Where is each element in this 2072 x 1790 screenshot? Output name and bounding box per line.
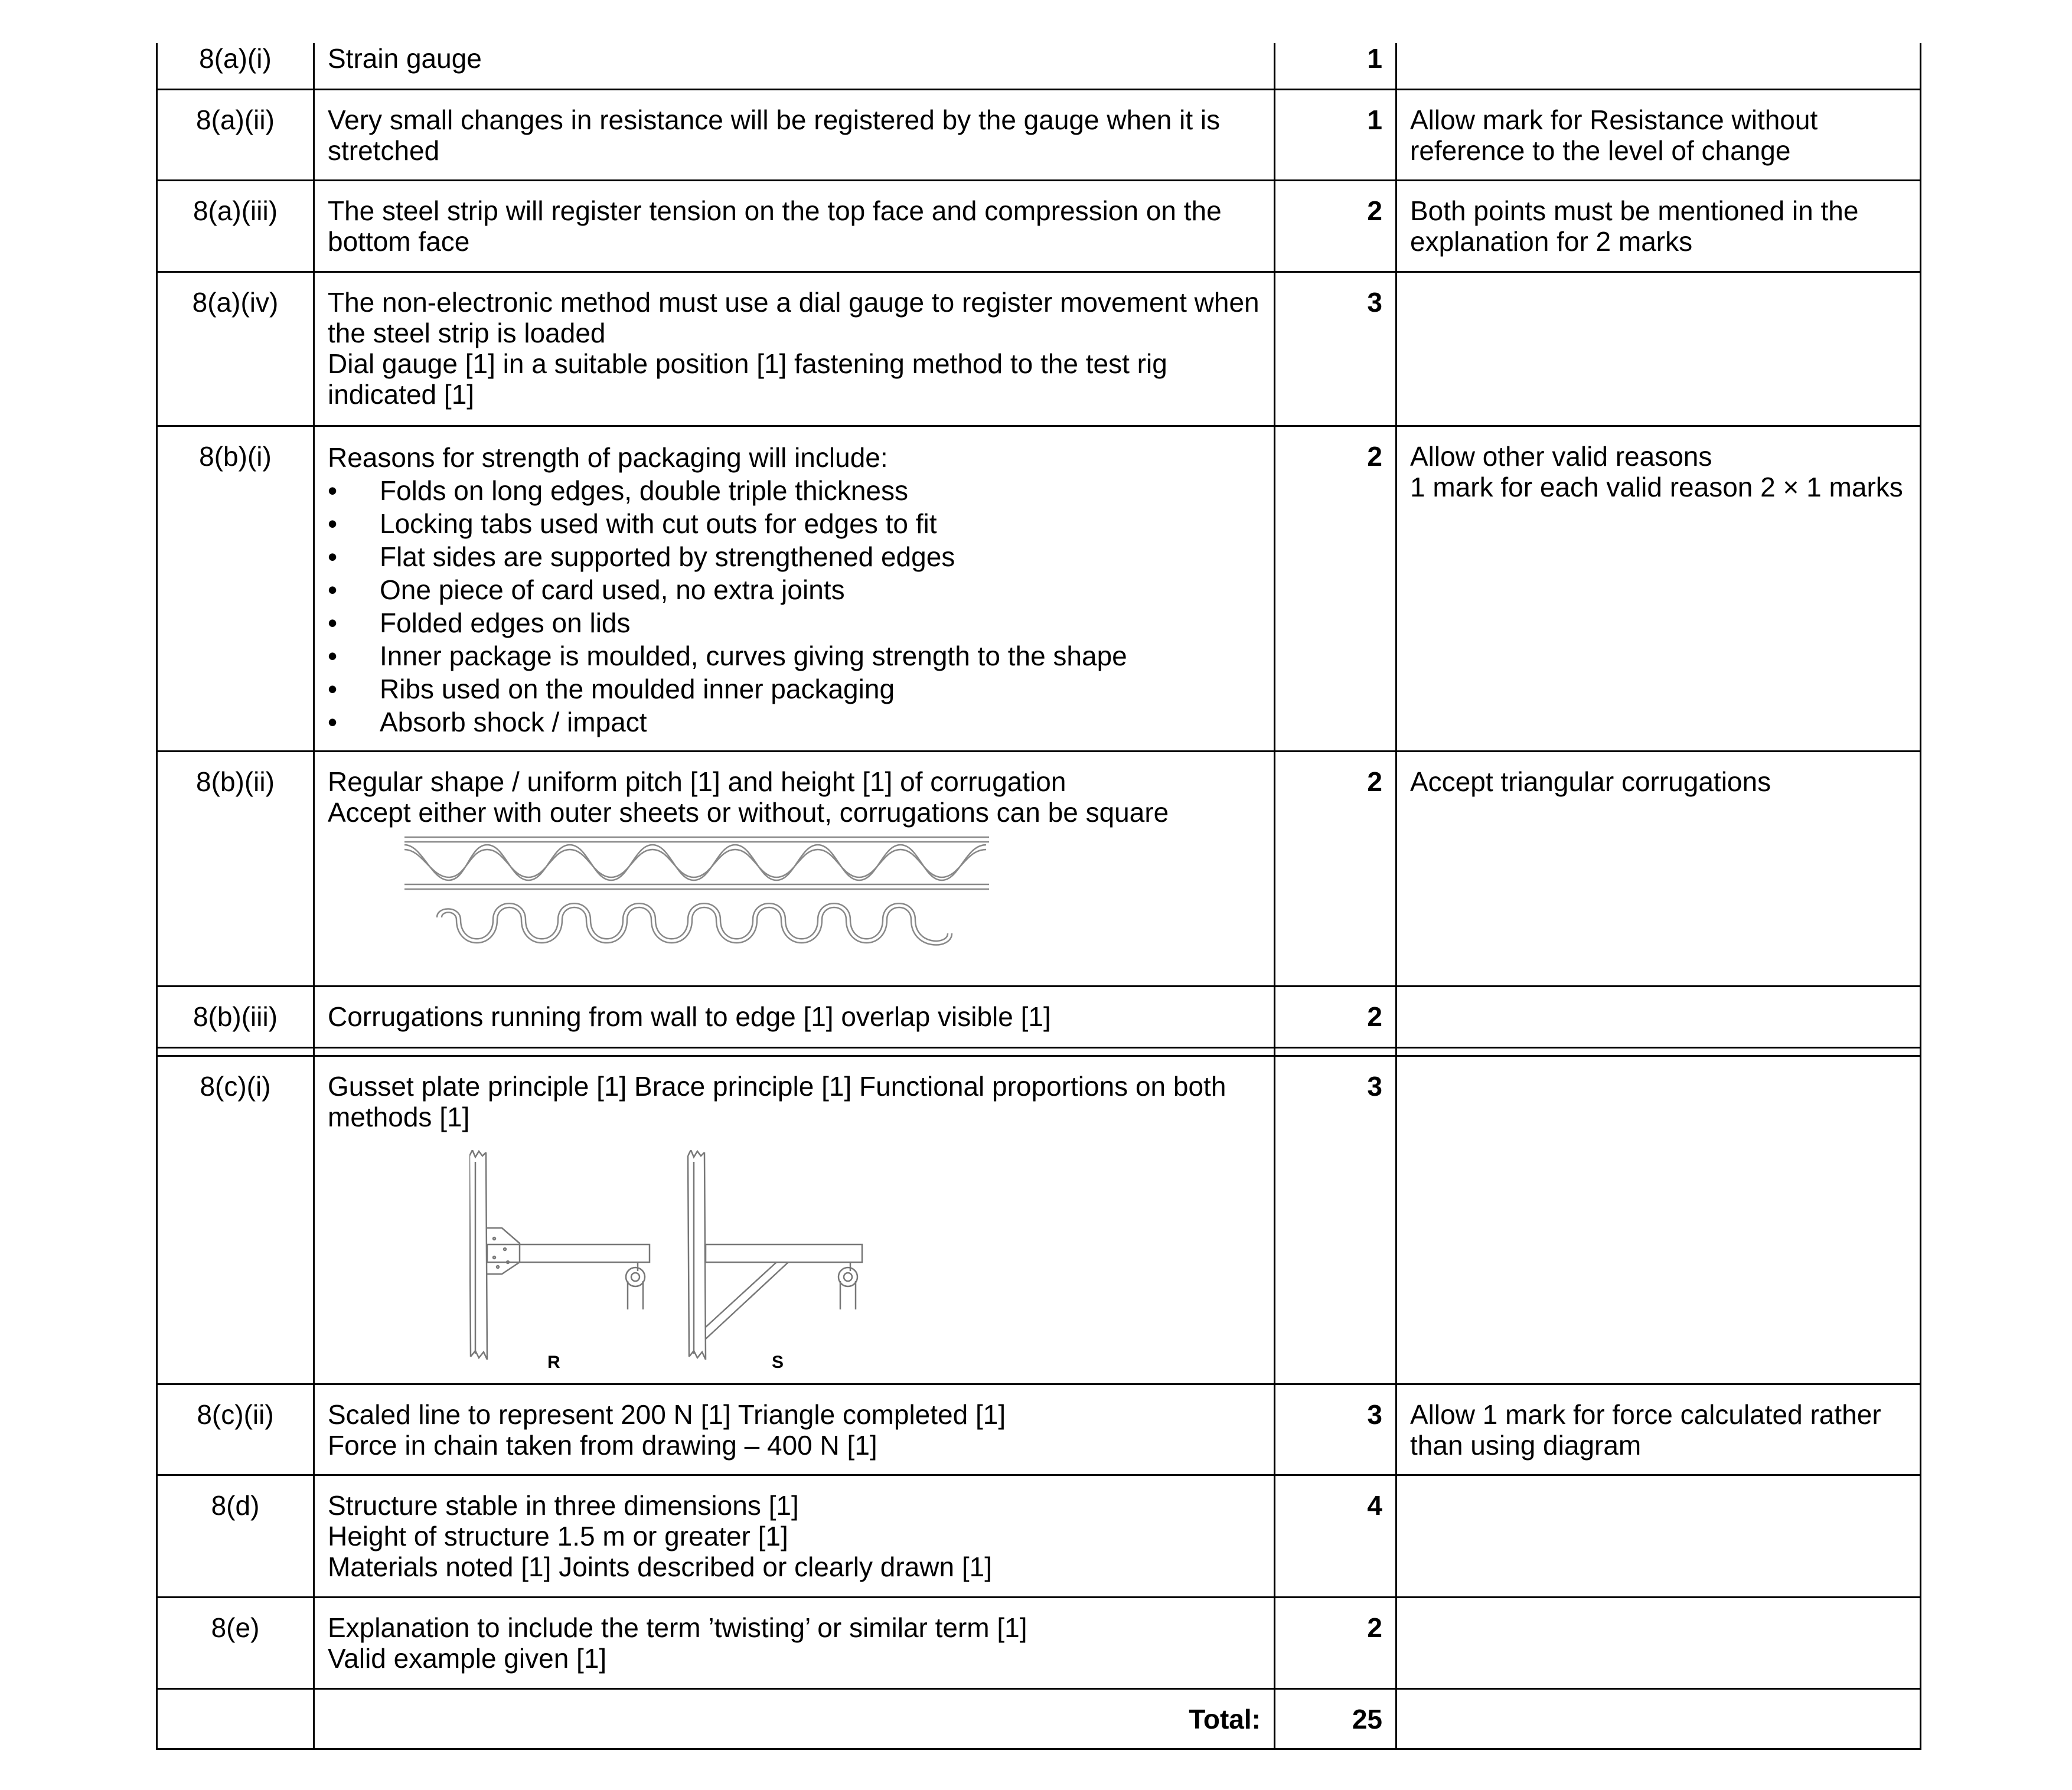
answer-text: Regular shape / uniform pitch [1] and height [1] of corrugation: [328, 766, 1066, 797]
question-number: 8(b)(iii): [157, 986, 314, 1047]
question-number: 8(c)(i): [157, 1056, 314, 1384]
marks-cell: 4: [1275, 1475, 1396, 1597]
total-label: Total:: [314, 1688, 1275, 1749]
answer-text: Height of structure 1.5 m or greater [1]: [328, 1520, 788, 1551]
answer-text: Materials noted [1] Joints described or clearly drawn [1]: [328, 1551, 992, 1582]
answer-text: The steel strip will register tension on the top face and compression on the bottom face: [328, 195, 1222, 257]
answer-cell: [314, 43, 1275, 89]
marks-cell: 3: [1275, 1384, 1396, 1475]
table-row: [157, 272, 1921, 426]
guidance-text: Both points must be mentioned in the explanation for 2 marks: [1410, 195, 1859, 257]
question-number: 8(b)(ii): [157, 751, 314, 986]
table-row: [157, 1597, 1921, 1688]
question-number: 8(b)(i): [157, 426, 314, 751]
table-row: [157, 43, 1921, 89]
question-number: 8(a)(i): [157, 43, 314, 89]
answer-text: Valid example given [1]: [328, 1642, 607, 1674]
answer-cell: [314, 180, 1275, 272]
guidance-text: Accept triangular corrugations: [1410, 766, 1771, 797]
guidance-cell: [1396, 1475, 1921, 1597]
answer-cell: [314, 1597, 1275, 1688]
diagram-label-s: S: [772, 1352, 784, 1372]
answer-cell: [314, 1384, 1275, 1475]
bracket-diagram: [469, 1150, 942, 1380]
question-number: 8(d): [157, 1475, 314, 1597]
answer-text: Corrugations running from wall to edge [1] overlap visible [1]: [328, 1001, 1051, 1032]
answer-text: Structure stable in three dimensions [1]: [328, 1490, 799, 1521]
table-row: [157, 1384, 1921, 1475]
marks-cell: 3: [1275, 272, 1396, 426]
answer-text: Gusset plate principle [1] Brace principle [1] Functional proportions on both methods [1]: [328, 1070, 1226, 1132]
guidance-text: Allow mark for Resistance without reference to the level of change: [1410, 104, 1818, 166]
list-item: • Locking tabs used with cut outs for edges to fit: [328, 507, 1261, 540]
answer-text: Very small changes in resistance will be registered by the gauge when it is stretched: [328, 104, 1221, 166]
table-row: [157, 426, 1921, 751]
guidance-text: Allow other valid reasons: [1410, 440, 1712, 472]
answer-text: The non-electronic method must use a dial gauge to register movement when the steel strip is loaded: [328, 286, 1259, 348]
answer-cell: [314, 1056, 1275, 1384]
marks-cell: 2: [1275, 180, 1396, 272]
marks-cell: 2: [1275, 1597, 1396, 1688]
guidance-text: 1 mark for each valid reason 2 × 1 marks: [1410, 471, 1903, 502]
list-item: • Inner package is moulded, curves giving strength to the shape: [328, 639, 1261, 672]
list-item: • One piece of card used, no extra joints: [328, 573, 1261, 606]
section-separator: [157, 1047, 1921, 1056]
corrugation-diagram: [404, 830, 1054, 966]
marks-cell: 3: [1275, 1056, 1396, 1384]
table-row: [157, 1475, 1921, 1597]
guidance-cell: [1396, 89, 1921, 180]
list-item: • Absorb shock / impact: [328, 705, 1261, 739]
question-number: 8(a)(iv): [157, 272, 314, 426]
marks-cell: 2: [1275, 986, 1396, 1047]
guidance-text: Allow 1 mark for force calculated rather than using diagram: [1410, 1399, 1881, 1461]
table-row: [157, 180, 1921, 272]
answer-text: Explanation to include the term ’twisting’ or similar term [1]: [328, 1612, 1027, 1643]
table-row: [157, 89, 1921, 180]
answer-text: Accept either with outer sheets or without, corrugations can be square: [328, 796, 1169, 828]
answer-intro: Reasons for strength of packaging will include:: [328, 442, 888, 473]
guidance-cell: [1396, 43, 1921, 89]
answer-cell: [314, 751, 1275, 986]
answer-cell: [314, 89, 1275, 180]
table-row: [157, 751, 1921, 986]
guidance-cell: [1396, 751, 1921, 986]
marks-cell: 1: [1275, 43, 1396, 89]
answer-cell: [314, 986, 1275, 1047]
total-row: [157, 1688, 1921, 1749]
guidance-cell: [1396, 180, 1921, 272]
answer-cell: [314, 272, 1275, 426]
marks-cell: 1: [1275, 89, 1396, 180]
list-item: • Flat sides are supported by strengthened edges: [328, 540, 1261, 573]
answer-text: Dial gauge [1] in a suitable position [1] fastening method to the test rig indicated [1]: [328, 348, 1167, 410]
guidance-cell: [1396, 272, 1921, 426]
diagram-label-r: R: [547, 1352, 560, 1372]
guidance-cell: [1396, 1056, 1921, 1384]
guidance-cell: [1396, 1384, 1921, 1475]
answer-cell: [314, 1475, 1275, 1597]
bracket-diagram-drawing: [469, 1150, 942, 1380]
answer-text: Strain gauge: [328, 43, 482, 74]
guidance-cell: [1396, 986, 1921, 1047]
table-row: [157, 986, 1921, 1047]
reasons-list: [328, 474, 1261, 739]
answer-text: Force in chain taken from drawing – 400 N [1]: [328, 1429, 877, 1461]
answer-cell: [314, 426, 1275, 751]
answer-text: Scaled line to represent 200 N [1] Triangle completed [1]: [328, 1399, 1006, 1430]
marks-cell: 2: [1275, 426, 1396, 751]
marks-cell: 2: [1275, 751, 1396, 986]
list-item: • Folded edges on lids: [328, 606, 1261, 639]
question-number: 8(c)(ii): [157, 1384, 314, 1475]
table-row: [157, 1056, 1921, 1384]
guidance-cell: [1396, 426, 1921, 751]
question-number: 8(a)(ii): [157, 89, 314, 180]
total-marks: 25: [1275, 1688, 1396, 1749]
list-item: • Folds on long edges, double triple thickness: [328, 474, 1261, 507]
mark-scheme-table: [156, 43, 1921, 1750]
question-number: 8(e): [157, 1597, 314, 1688]
list-item: • Ribs used on the moulded inner packaging: [328, 672, 1261, 705]
guidance-cell: [1396, 1597, 1921, 1688]
question-number: 8(a)(iii): [157, 180, 314, 272]
